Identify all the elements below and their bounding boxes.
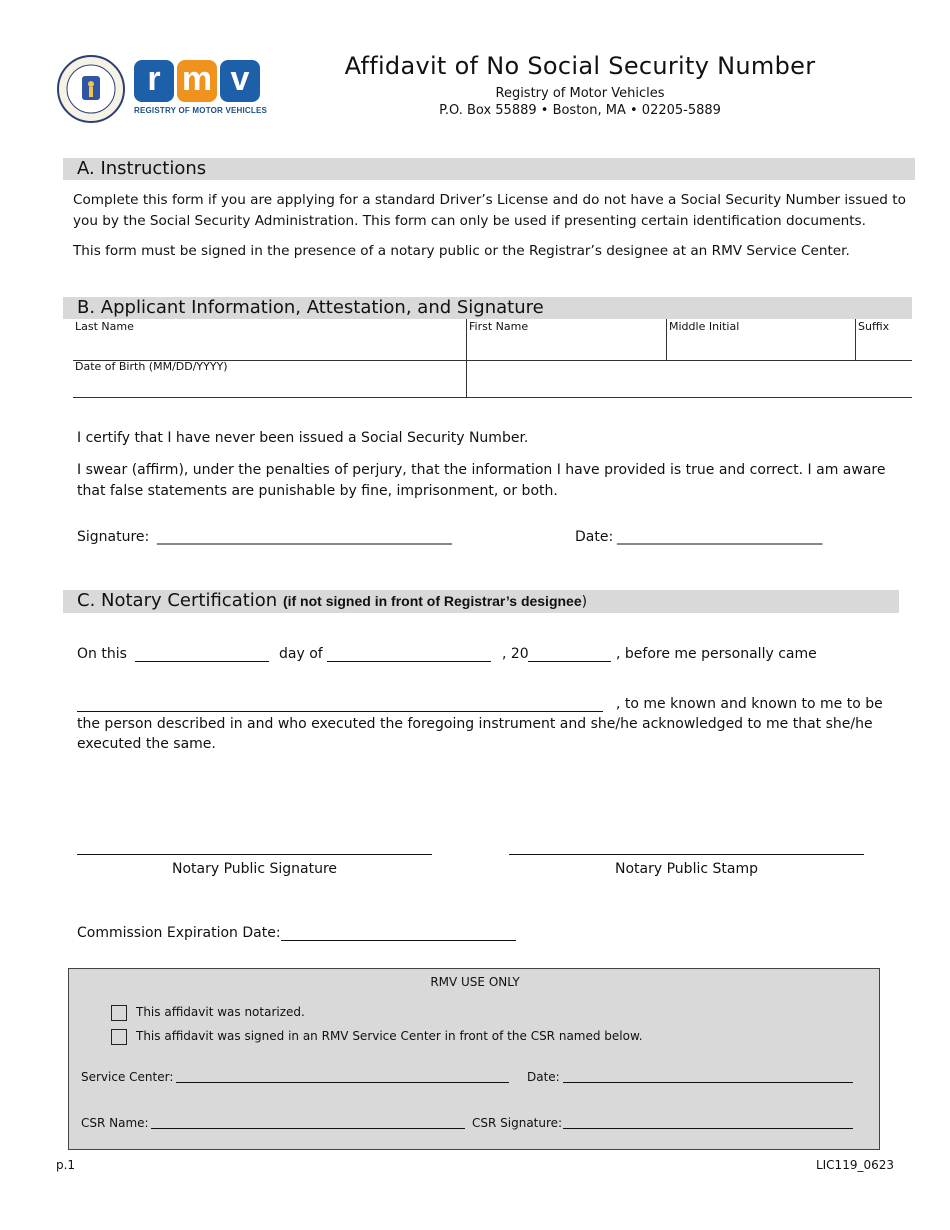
section-c-note: (if not signed in front of Registrar’s designee xyxy=(282,593,582,609)
section-c-title: C. Notary Certification xyxy=(77,590,278,611)
person-name-line[interactable] xyxy=(77,711,603,712)
field-divider xyxy=(855,319,856,360)
service-center-checkbox[interactable] xyxy=(111,1029,127,1045)
logo-letter-v: v xyxy=(220,60,260,102)
last-name-label: Last Name xyxy=(75,320,134,333)
day-input-line[interactable] xyxy=(135,661,269,662)
year-input-line[interactable] xyxy=(528,661,611,662)
notarized-label: This affidavit was notarized. xyxy=(136,1005,305,1019)
first-name-label: First Name xyxy=(469,320,529,333)
rmv-date-line[interactable] xyxy=(563,1082,853,1083)
csr-signature-label: CSR Signature: xyxy=(472,1116,563,1130)
rmv-use-only-box xyxy=(68,968,880,1150)
known-label: , to me known and known to me to be xyxy=(616,696,883,712)
notary-signature-label: Notary Public Signature xyxy=(171,861,338,877)
perjury-statement: I swear (affirm), under the penalties of perjury, that the information I have provided is true and correct. I am aware that false statements are punishable by fine, imprisonment, or both. xyxy=(77,462,886,499)
rmv-use-only-title: RMV USE ONLY xyxy=(430,975,520,989)
middle-initial-field[interactable] xyxy=(668,334,854,358)
notary-stamp-label: Notary Public Stamp xyxy=(615,861,758,877)
commission-date-line[interactable] xyxy=(281,940,516,941)
field-divider xyxy=(666,319,667,360)
suffix-label: Suffix xyxy=(858,320,890,333)
notarized-checkbox[interactable] xyxy=(111,1005,127,1021)
rmv-date-label: Date: xyxy=(527,1070,560,1084)
section-a-heading: A. Instructions xyxy=(63,158,915,180)
before-me-label: , before me personally came xyxy=(616,646,817,662)
section-b-heading: B. Applicant Information, Attestation, and Signature xyxy=(63,297,912,319)
section-c-heading xyxy=(63,590,899,613)
instructions-para-2: This form must be signed in the presence of a notary public or the Registrar’s designee at an RMV Service Center. xyxy=(73,243,850,259)
section-c-note-close: ) xyxy=(581,594,588,610)
service-center-label: Service Center: xyxy=(81,1070,174,1084)
dob-field[interactable] xyxy=(73,374,465,396)
logo-letter-r: r xyxy=(134,60,174,102)
certify-statement: I certify that I have never been issued a Social Security Number. xyxy=(77,430,529,446)
form-id: LIC119_0623 xyxy=(815,1158,894,1172)
day-of-label: day of xyxy=(279,646,323,662)
date-label: Date: xyxy=(575,529,614,545)
first-name-field[interactable] xyxy=(468,334,664,358)
on-this-label: On this xyxy=(77,646,127,662)
middle-initial-label: Middle Initial xyxy=(669,320,740,333)
month-input-line[interactable] xyxy=(327,661,491,662)
acknowledgement-text: the person described in and who executed the foregoing instrument and she/he acknowledged to me that she/he executed the same. xyxy=(77,716,873,752)
commission-label: Commission Expiration Date: xyxy=(77,925,281,941)
agency-address: P.O. Box 55889 • Boston, MA • 02205-5889 xyxy=(439,103,721,118)
logo-caption: REGISTRY OF MOTOR VEHICLES xyxy=(134,106,268,115)
date-line[interactable]: ________________________________ xyxy=(617,529,822,545)
year-prefix-label: , 20 xyxy=(502,646,529,662)
page-number: p.1 xyxy=(56,1158,76,1172)
service-center-line[interactable] xyxy=(176,1082,509,1083)
field-row-divider xyxy=(73,397,912,398)
csr-name-label: CSR Name: xyxy=(81,1116,149,1130)
page-title: Affidavit of No Social Security Number xyxy=(344,52,816,80)
state-seal xyxy=(56,54,126,124)
notary-signature-line[interactable] xyxy=(77,854,432,855)
field-divider xyxy=(466,319,467,397)
service-center-check-label: This affidavit was signed in an RMV Service Center in front of the CSR named below. xyxy=(136,1029,643,1043)
csr-name-line[interactable] xyxy=(151,1128,465,1129)
instructions-para-1: Complete this form if you are applying for a standard Driver’s License and do not have a Social Security Number issued to you by the Social Security Administration. This form can only be used if presenting certain identification documents. xyxy=(73,192,906,229)
notary-stamp-line[interactable] xyxy=(509,854,864,855)
csr-signature-line[interactable] xyxy=(563,1128,853,1129)
dob-label: Date of Birth (MM/DD/YYYY) xyxy=(75,360,228,373)
logo-letter-m: m xyxy=(177,60,217,102)
last-name-field[interactable] xyxy=(73,334,465,358)
signature-line[interactable]: ______________________________________________ xyxy=(157,529,452,545)
agency-name: Registry of Motor Vehicles xyxy=(495,86,665,101)
signature-label: Signature: xyxy=(77,529,150,545)
rmv-logo xyxy=(134,60,274,120)
suffix-field[interactable] xyxy=(857,334,911,358)
